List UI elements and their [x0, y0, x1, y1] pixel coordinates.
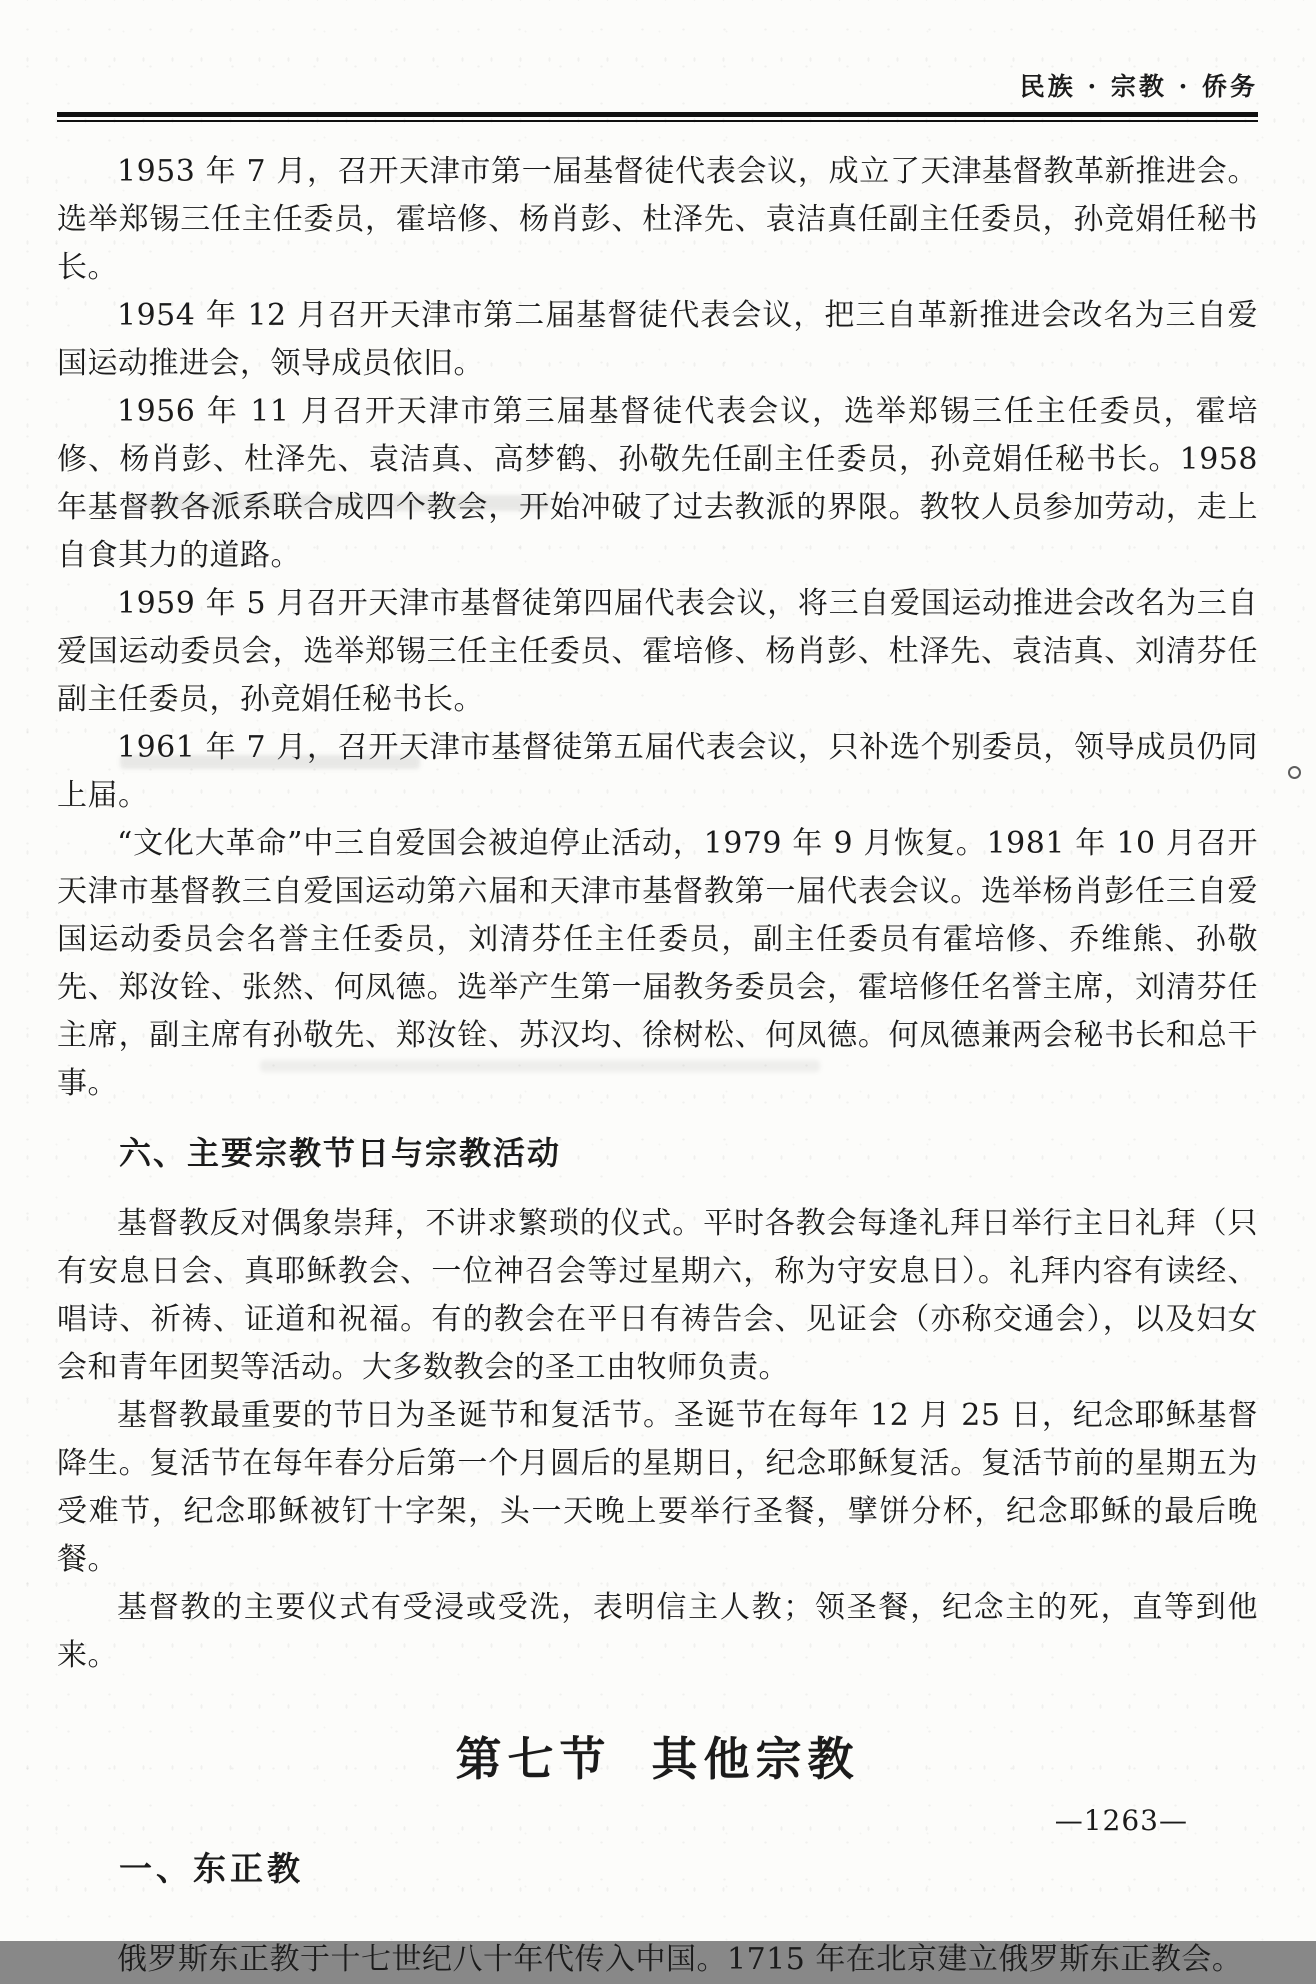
- section-paragraph: 基督教的主要仪式有受浸或受洗，表明信主人教；领圣餐，纪念主的死，直等到他来。: [57, 1590, 1258, 1673]
- scan-ring-artifact: [1288, 766, 1301, 779]
- section-paragraph: 基督教最重要的节日为圣诞节和复活节。圣诞节在每年 12 月 25 日，纪念耶稣基督降生。复活节在每年春分后第一个月圆后的星期日，纪念耶稣复活。复活节前的星期五为受难节，纪念耶稣被钉十字架，头一天晚上要举行圣餐，擘饼分杯，纪念耶稣的最后晚餐。: [57, 1398, 1258, 1577]
- chapter-title: 其他宗教: [651, 1732, 860, 1786]
- body-paragraph: “文化大革命”中三自爱国会被迫停止活动，1979 年 9 月恢复。1981 年 10 月召开天津市基督教三自爱国运动第六届和天津市基督教第一届代表会议。选举杨肖彭任三自爱国运动委员会名誉主任委员，刘清芬任主任委员，副主任委员有霍培修、乔维熊、孙敬先、郑汝铨、张然、何凤德。选举产生第一届教务委员会，霍培修任名誉主席，刘清芬任主席，副主席有孙敬先、郑汝铨、苏汉均、徐树松、何凤德。何凤德兼两会秘书长和总干事。: [57, 826, 1258, 1101]
- header-rule: [57, 112, 1258, 122]
- body-paragraph: 1953 年 7 月，召开天津市第一届基督徒代表会议，成立了天津基督教革新推进会。选举郑锡三任主任委员，霍培修、杨肖彭、杜泽先、袁洁真任副主任委员，孙竞娟任秘书长。: [57, 154, 1258, 285]
- body-paragraph: 1956 年 11 月召开天津市第三届基督徒代表会议，选举郑锡三任主任委员，霍培修、杨肖彭、杜泽先、袁洁真、高梦鹤、孙敬先任副主任委员，孙竞娟任秘书长。1958 年基督教各派系联合成四个教会，开始冲破了过去教派的界限。教牧人员参加劳动，走上自食其力的道路。: [57, 394, 1258, 573]
- section-heading: 六、主要宗教节日与宗教活动: [119, 1134, 562, 1172]
- page-number: —1263—: [1054, 1804, 1188, 1837]
- subsection-paragraph: 俄罗斯东正教于十七世纪八十年代传入中国。1715 年在北京建立俄罗斯东正教会。: [117, 1942, 1243, 1977]
- section-paragraph: 基督教反对偶象崇拜，不讲求繁琐的仪式。平时各教会每逢礼拜日举行主日礼拜（只有安息日会、真耶稣教会、一位神召会等过星期六，称为守安息日）。礼拜内容有读经、唱诗、祈祷、证道和祝福。有的教会在平日有祷告会、见证会（亦称交通会），以及妇女会和青年团契等活动。大多数教会的圣工由牧师负责。: [57, 1206, 1258, 1385]
- body-text-block: [57, 148, 1258, 1108]
- header-category-title: 民族 · 宗教 · 侨务: [1019, 72, 1258, 101]
- body-paragraph: 1961 年 7 月，召开天津市基督徒第五届代表会议，只补选个别委员，领导成员仍同上届。: [57, 730, 1258, 813]
- body-paragraph: 1954 年 12 月召开天津市第二届基督徒代表会议，把三自革新推进会改名为三自爱国运动推进会，领导成员依旧。: [57, 298, 1258, 381]
- chapter-heading: [57, 1730, 1258, 1788]
- body-paragraph: 1959 年 5 月召开天津市基督徒第四届代表会议，将三自爱国运动推进会改名为三自爱国运动委员会，选举郑锡三任主任委员、霍培修、杨肖彭、杜泽先、袁洁真、刘清芬任副主任委员，孙竞娟任秘书长。: [57, 586, 1258, 717]
- page-header: [57, 0, 1258, 100]
- section-text-block: [57, 1200, 1258, 1680]
- subsection-text-block: [57, 1936, 1258, 1984]
- subsection-heading: 一、东正教: [119, 1849, 304, 1888]
- chapter-label: 第七节: [455, 1732, 612, 1786]
